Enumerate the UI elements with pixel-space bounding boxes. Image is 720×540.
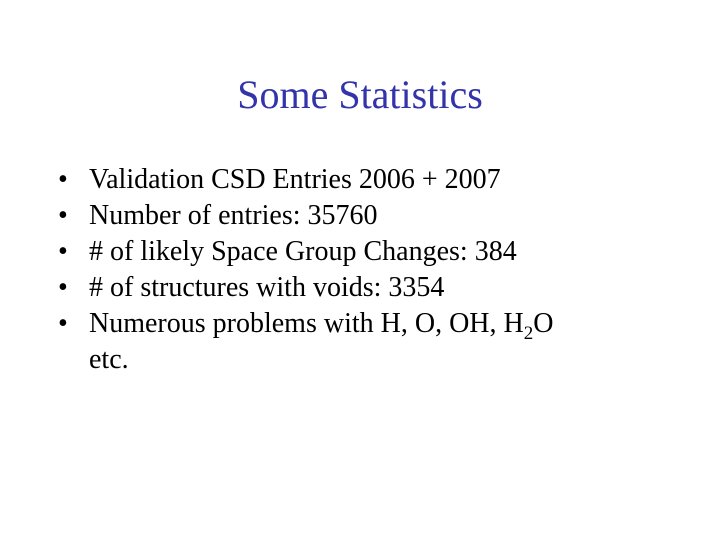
bullet-list bbox=[58, 162, 698, 378]
bullet-continuation: etc. bbox=[89, 344, 129, 375]
bullet-text: # of structures with voids: 3354 bbox=[89, 272, 445, 303]
bullet-item-problems bbox=[58, 306, 698, 378]
bullet-icon: • bbox=[58, 164, 68, 195]
bullet-text: # of likely Space Group Changes: 384 bbox=[89, 236, 517, 267]
bullet-text-tail: O bbox=[533, 308, 554, 339]
bullet-item bbox=[58, 270, 698, 306]
bullet-icon: • bbox=[58, 200, 68, 231]
slide-title: Some Statistics bbox=[237, 72, 483, 117]
bullet-text: Number of entries: 35760 bbox=[89, 200, 378, 231]
bullet-icon: • bbox=[58, 308, 68, 339]
subscript-two: 2 bbox=[523, 323, 534, 344]
bullet-item bbox=[58, 198, 698, 234]
bullet-item bbox=[58, 162, 698, 198]
bullet-text-main: Numerous problems with H, O, OH, H bbox=[89, 308, 524, 339]
bullet-icon: • bbox=[58, 272, 68, 303]
bullet-text: Validation CSD Entries 2006 + 2007 bbox=[89, 164, 501, 195]
bullet-icon: • bbox=[58, 236, 68, 267]
bullet-item bbox=[58, 234, 698, 270]
